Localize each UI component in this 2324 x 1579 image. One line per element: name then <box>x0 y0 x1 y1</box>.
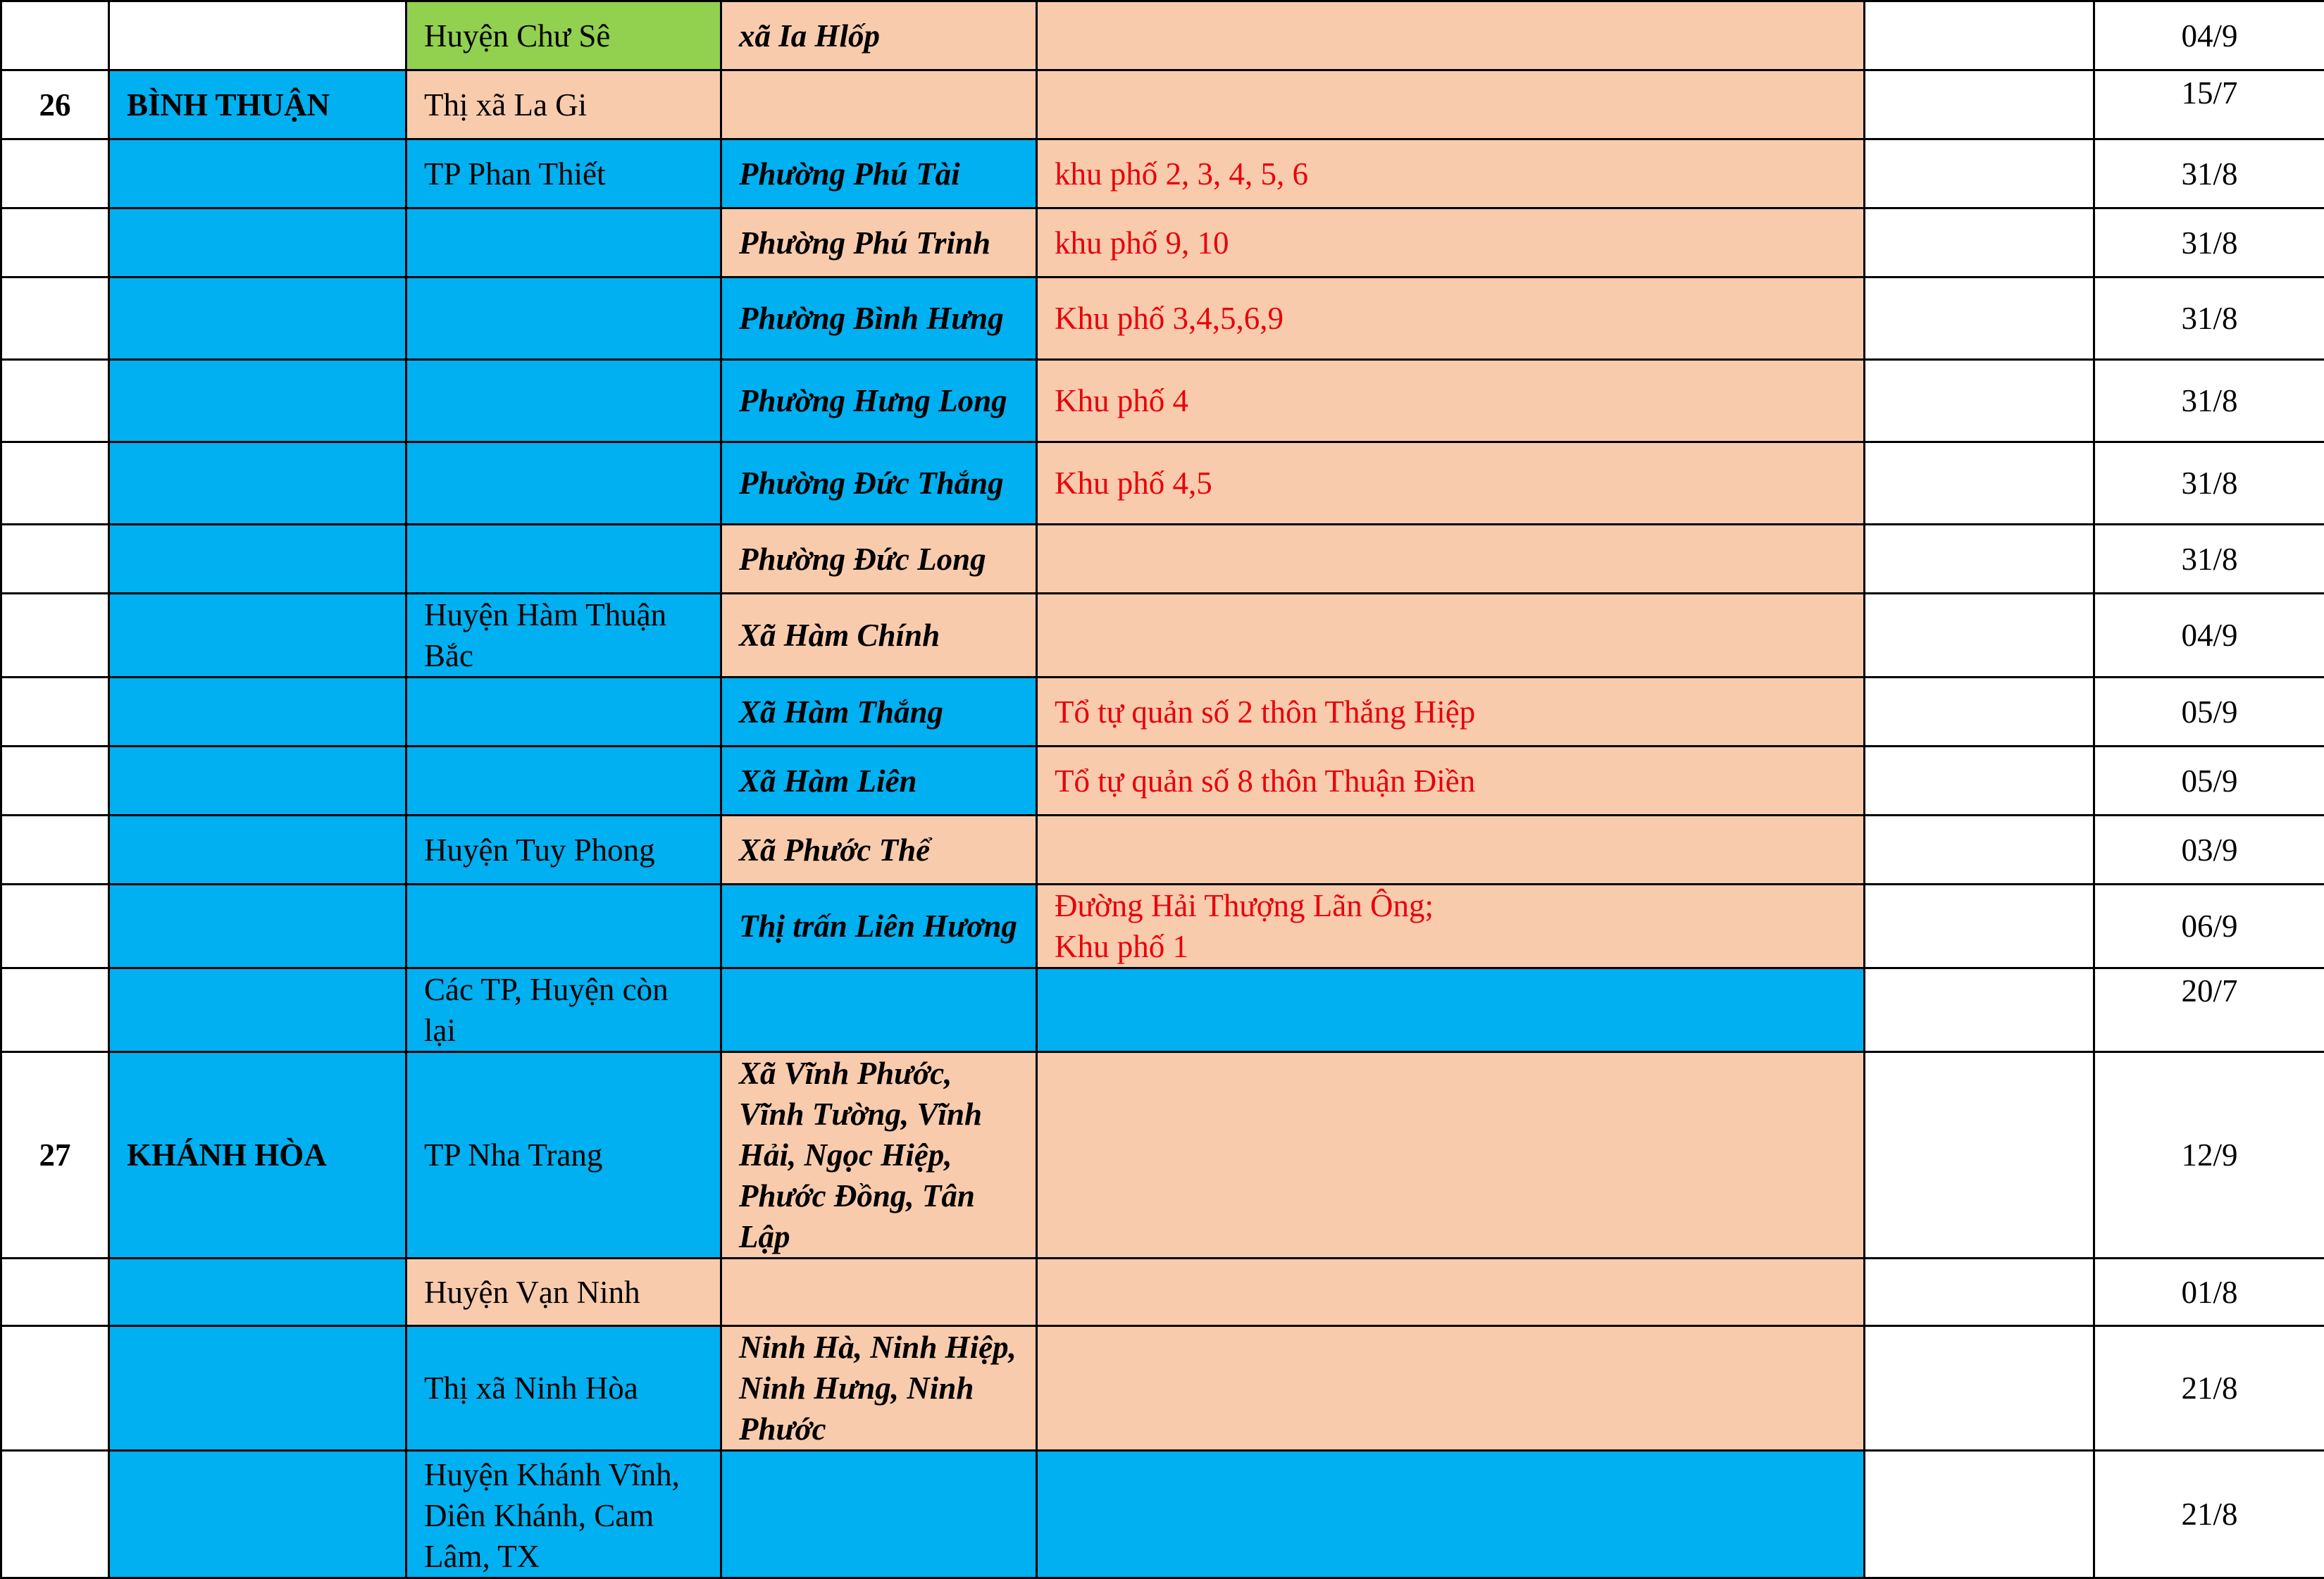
district-cell: Thị xã Ninh Hòa <box>406 1326 721 1451</box>
district-cell: Huyện Chư Sê <box>406 1 721 70</box>
date-cell: 05/9 <box>2094 747 2324 816</box>
stt-cell <box>1 678 109 747</box>
table-row <box>1 968 2324 1052</box>
note-cell <box>1865 816 2094 885</box>
date-cell: 31/8 <box>2094 139 2324 208</box>
stt-cell <box>1 1 109 70</box>
province-cell <box>109 885 406 968</box>
date-cell: 31/8 <box>2094 442 2324 525</box>
ward-cell: Phường Đức Thắng <box>721 442 1037 525</box>
ward-cell: Ninh Hà, Ninh Hiệp, Ninh Hưng, Ninh Phước <box>721 1326 1037 1451</box>
detail-cell: Khu phố 3,4,5,6,9 <box>1037 277 1865 360</box>
stt-cell <box>1 525 109 594</box>
note-cell <box>1865 968 2094 1052</box>
note-cell <box>1865 360 2094 442</box>
table-row <box>1 442 2324 525</box>
table-row <box>1 360 2324 442</box>
date-cell: 06/9 <box>2094 885 2324 968</box>
note-cell <box>1865 525 2094 594</box>
district-cell <box>406 277 721 360</box>
stt-cell <box>1 885 109 968</box>
note-cell <box>1865 594 2094 678</box>
province-cell <box>109 1259 406 1326</box>
province-cell <box>109 816 406 885</box>
ward-cell: Phường Hưng Long <box>721 360 1037 442</box>
date-cell: 31/8 <box>2094 525 2324 594</box>
table-row <box>1 1259 2324 1326</box>
detail-cell <box>1037 70 1865 139</box>
date-cell: 01/8 <box>2094 1259 2324 1326</box>
stt-cell <box>1 1326 109 1451</box>
date-cell: 31/8 <box>2094 208 2324 277</box>
note-cell <box>1865 139 2094 208</box>
table-row <box>1 1052 2324 1259</box>
province-cell <box>109 968 406 1052</box>
province-cell <box>109 1451 406 1578</box>
district-cell: TP Nha Trang <box>406 1052 721 1259</box>
date-cell: 31/8 <box>2094 277 2324 360</box>
ward-cell: Xã Hàm Thắng <box>721 678 1037 747</box>
ward-cell: Xã Hàm Liên <box>721 747 1037 816</box>
detail-cell: khu phố 2, 3, 4, 5, 6 <box>1037 139 1865 208</box>
table-row <box>1 525 2324 594</box>
province-cell <box>109 525 406 594</box>
detail-cell <box>1037 594 1865 678</box>
province-cell: KHÁNH HÒA <box>109 1052 406 1259</box>
date-cell: 21/8 <box>2094 1451 2324 1578</box>
detail-cell: Tổ tự quản số 8 thôn Thuận Điền <box>1037 747 1865 816</box>
table-row <box>1 678 2324 747</box>
province-cell <box>109 139 406 208</box>
province-cell <box>109 747 406 816</box>
table-row <box>1 1 2324 70</box>
stt-cell: 27 <box>1 1052 109 1259</box>
detail-cell <box>1037 525 1865 594</box>
date-cell: 31/8 <box>2094 360 2324 442</box>
ward-cell: Phường Phú Trinh <box>721 208 1037 277</box>
stt-cell <box>1 968 109 1052</box>
detail-cell <box>1037 1 1865 70</box>
date-cell: 15/7 <box>2094 70 2324 139</box>
district-cell: Huyện Hàm Thuận Bắc <box>406 594 721 678</box>
note-cell <box>1865 1 2094 70</box>
ward-cell: xã Ia Hlốp <box>721 1 1037 70</box>
detail-cell <box>1037 1259 1865 1326</box>
province-cell <box>109 1326 406 1451</box>
table-row <box>1 816 2324 885</box>
province-cell <box>109 442 406 525</box>
ward-cell: Phường Bình Hưng <box>721 277 1037 360</box>
table-row <box>1 70 2324 139</box>
note-cell <box>1865 747 2094 816</box>
detail-cell <box>1037 1326 1865 1451</box>
table-row <box>1 1451 2324 1578</box>
stt-cell <box>1 1259 109 1326</box>
table-row <box>1 747 2324 816</box>
date-cell: 05/9 <box>2094 678 2324 747</box>
note-cell <box>1865 442 2094 525</box>
province-cell: BÌNH THUẬN <box>109 70 406 139</box>
ward-cell <box>721 70 1037 139</box>
ward-cell: Phường Đức Long <box>721 525 1037 594</box>
district-cell <box>406 442 721 525</box>
detail-cell: Đường Hải Thượng Lãn Ông; Khu phố 1 <box>1037 885 1865 968</box>
note-cell <box>1865 1326 2094 1451</box>
ward-cell: Phường Phú Tài <box>721 139 1037 208</box>
date-cell: 04/9 <box>2094 594 2324 678</box>
stt-cell <box>1 1451 109 1578</box>
note-cell <box>1865 678 2094 747</box>
stt-cell <box>1 816 109 885</box>
note-cell <box>1865 70 2094 139</box>
ward-cell <box>721 1259 1037 1326</box>
note-cell <box>1865 885 2094 968</box>
district-cell <box>406 885 721 968</box>
date-cell: 20/7 <box>2094 968 2324 1052</box>
detail-cell: Khu phố 4,5 <box>1037 442 1865 525</box>
detail-cell <box>1037 816 1865 885</box>
note-cell <box>1865 208 2094 277</box>
district-cell: Các TP, Huyện còn lại <box>406 968 721 1052</box>
detail-cell <box>1037 1052 1865 1259</box>
province-cell <box>109 1 406 70</box>
ward-cell: Xã Vĩnh Phước, Vĩnh Tường, Vĩnh Hải, Ngọc Hiệp, Phước Đồng, Tân Lập <box>721 1052 1037 1259</box>
ward-cell: Xã Hàm Chính <box>721 594 1037 678</box>
table-row <box>1 885 2324 968</box>
stt-cell <box>1 594 109 678</box>
table-row <box>1 1326 2324 1451</box>
stt-cell <box>1 442 109 525</box>
stt-cell <box>1 360 109 442</box>
date-cell: 12/9 <box>2094 1052 2324 1259</box>
note-cell <box>1865 1259 2094 1326</box>
stt-cell <box>1 277 109 360</box>
district-cell: Huyện Vạn Ninh <box>406 1259 721 1326</box>
district-cell <box>406 747 721 816</box>
table-row <box>1 139 2324 208</box>
date-cell: 04/9 <box>2094 1 2324 70</box>
table-row <box>1 594 2324 678</box>
stt-cell <box>1 747 109 816</box>
district-cell <box>406 678 721 747</box>
province-cell <box>109 208 406 277</box>
stt-cell: 26 <box>1 70 109 139</box>
date-cell: 21/8 <box>2094 1326 2324 1451</box>
detail-cell: khu phố 9, 10 <box>1037 208 1865 277</box>
note-cell <box>1865 277 2094 360</box>
ward-cell <box>721 968 1037 1052</box>
table-row <box>1 277 2324 360</box>
ward-cell: Thị trấn Liên Hương <box>721 885 1037 968</box>
district-cell: TP Phan Thiết <box>406 139 721 208</box>
date-cell: 03/9 <box>2094 816 2324 885</box>
ward-cell <box>721 1451 1037 1578</box>
province-cell <box>109 360 406 442</box>
district-cell: Huyện Tuy Phong <box>406 816 721 885</box>
table-row <box>1 208 2324 277</box>
district-cell <box>406 525 721 594</box>
district-cell <box>406 208 721 277</box>
note-cell <box>1865 1052 2094 1259</box>
detail-cell <box>1037 968 1865 1052</box>
district-cell <box>406 360 721 442</box>
ward-cell: Xã Phước Thể <box>721 816 1037 885</box>
province-cell <box>109 678 406 747</box>
province-cell <box>109 594 406 678</box>
detail-cell <box>1037 1451 1865 1578</box>
stt-cell <box>1 208 109 277</box>
detail-cell: Tổ tự quản số 2 thôn Thắng Hiệp <box>1037 678 1865 747</box>
province-cell <box>109 277 406 360</box>
stt-cell <box>1 139 109 208</box>
detail-cell: Khu phố 4 <box>1037 360 1865 442</box>
district-cell: Thị xã La Gi <box>406 70 721 139</box>
note-cell <box>1865 1451 2094 1578</box>
district-cell: Huyện Khánh Vĩnh, Diên Khánh, Cam Lâm, TX <box>406 1451 721 1578</box>
